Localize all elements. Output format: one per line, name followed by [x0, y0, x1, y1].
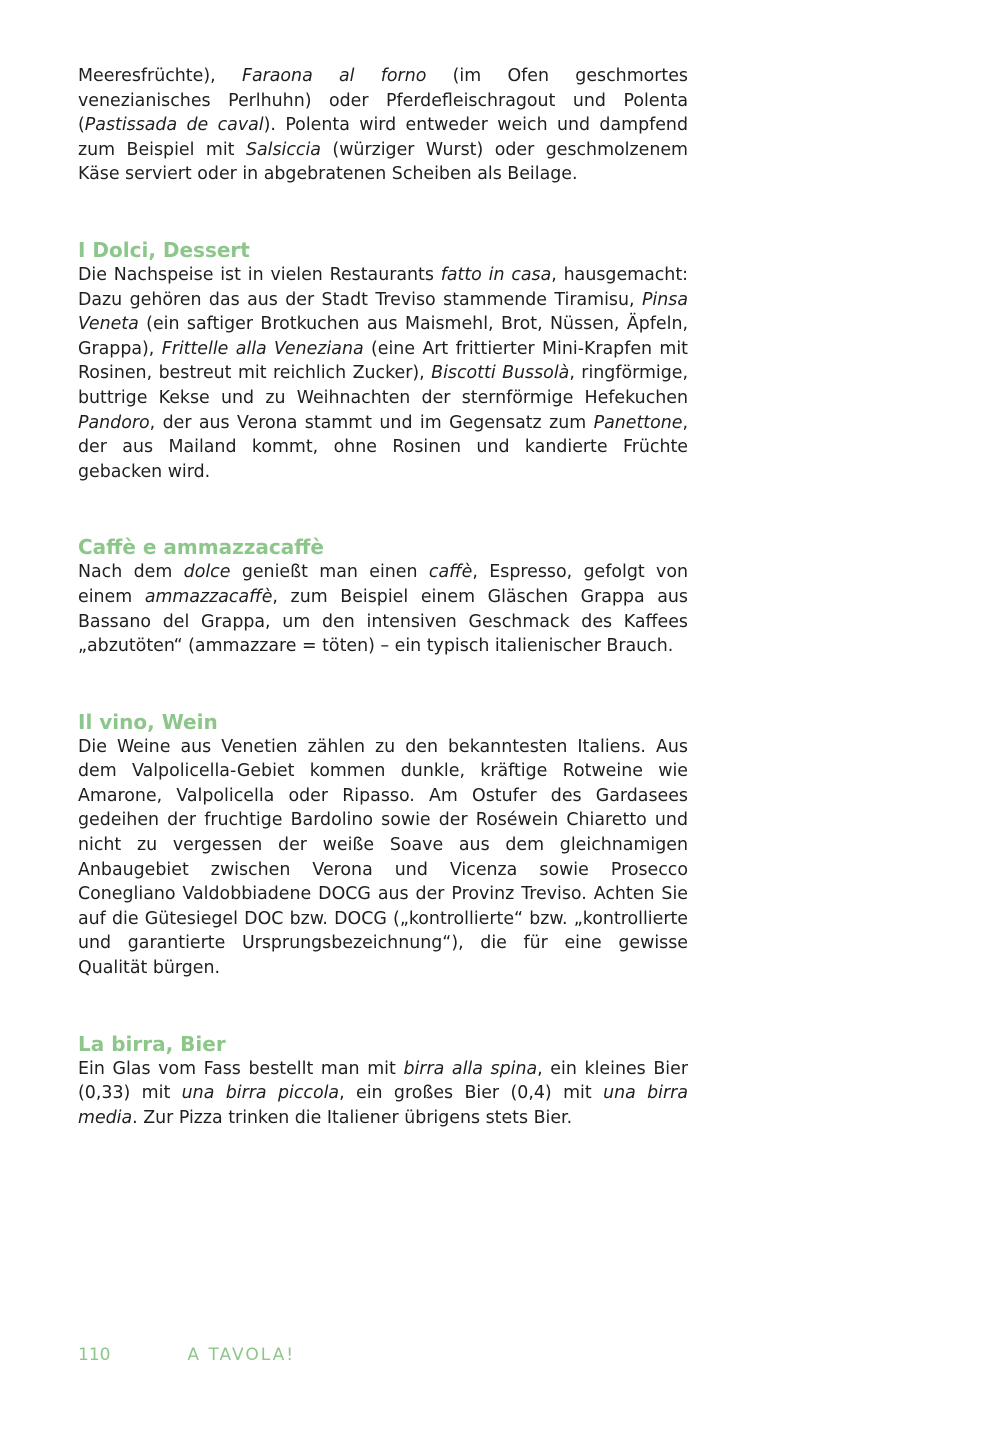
- page-footer: [78, 1345, 295, 1365]
- page-number: 110: [78, 1345, 111, 1365]
- intro-paragraph: Meeresfrüchte), Faraona al forno (im Ofen geschmortes venezianisches Perlhuhn) oder Pferdefleischragout und Polenta (Pastissada de caval). Polenta wird entweder weich und dampfend zum Beispiel mit Salsiccia (würziger Wurst) oder geschmolzenem Käse serviert oder in abgebratenen Scheiben als Beilage.: [78, 66, 688, 185]
- section-heading-birra: La birra, Bier: [78, 1031, 226, 1056]
- section-heading-dolci: I Dolci, Dessert: [78, 237, 250, 262]
- section-paragraph-vino: Die Weine aus Venetien zählen zu den bekanntesten Italiens. Aus dem Valpolicella-Gebiet kommen dunkle, kräftige Rotweine wie Amarone, Valpolicella oder Ripasso. Am Ostufer des Gardasees gedeihen der fruchtige Bardolino sowie der Roséwein Chiaretto und nicht zu vergessen der weiße Soave aus dem gleichnamigen Anbaugebiet zwischen Verona und Vicenza sowie Prosecco Conegliano Valdobbiadene DOCG aus der Provinz Treviso. Achten Sie auf die Gütesiegel DOC bzw. DOCG („kontrollierte“ bzw. „kontrollierte und garantierte Ursprungsbezeichnung“), die für eine gewisse Qualität bürgen.: [78, 736, 688, 979]
- running-title: A TAVOLA!: [187, 1345, 296, 1365]
- section-paragraph-birra: Ein Glas vom Fass bestellt man mit birra alla spina, ein kleines Bier (0,33) mit una birra piccola, ein großes Bier (0,4) mit una birra media. Zur Pizza trinken die Italiener übrigens stets Bier.: [78, 1058, 688, 1128]
- section-heading-vino: Il vino, Wein: [78, 709, 218, 734]
- section-caffe: [78, 534, 688, 658]
- section-birra: [78, 1031, 688, 1131]
- section-vino: [78, 709, 688, 981]
- section-paragraph-caffe: Nach dem dolce genießt man einen caffè, Espresso, gefolgt von einem ammazzacaffè, zum Beispiel einem Gläschen Grappa aus Bassano del Grappa, um den intensiven Geschmack des Kaffees „abzutöten“ (ammazzare = töten) – ein typisch italienischer Brauch.: [78, 562, 688, 657]
- section-dolci: [78, 237, 688, 484]
- section-heading-caffe: Caffè e ammazzacaffè: [78, 535, 324, 560]
- section-paragraph-dolci: Die Nachspeise ist in vielen Restaurants fatto in casa, hausgemacht: Dazu gehören das aus der Stadt Treviso stammende Tiramisu, Pinsa Veneta (ein saftiger Brotkuchen aus Maismehl, Brot, Nüssen, Äpfeln, Grappa), Frittelle alla Veneziana (eine Art frittierter Mini-Krapfen mit Rosinen, bestreut mit reichlich Zucker), Biscotti Bussolà, ringförmige, buttrige Kekse und zu Weihnachten der sternförmige Hefekuchen Pandoro, der aus Verona stammt und im Gegensatz zum Panettone, der aus Mailand kommt, ohne Rosinen und kandierte Früchte gebacken wird.: [78, 264, 689, 482]
- page-body: [78, 64, 688, 1130]
